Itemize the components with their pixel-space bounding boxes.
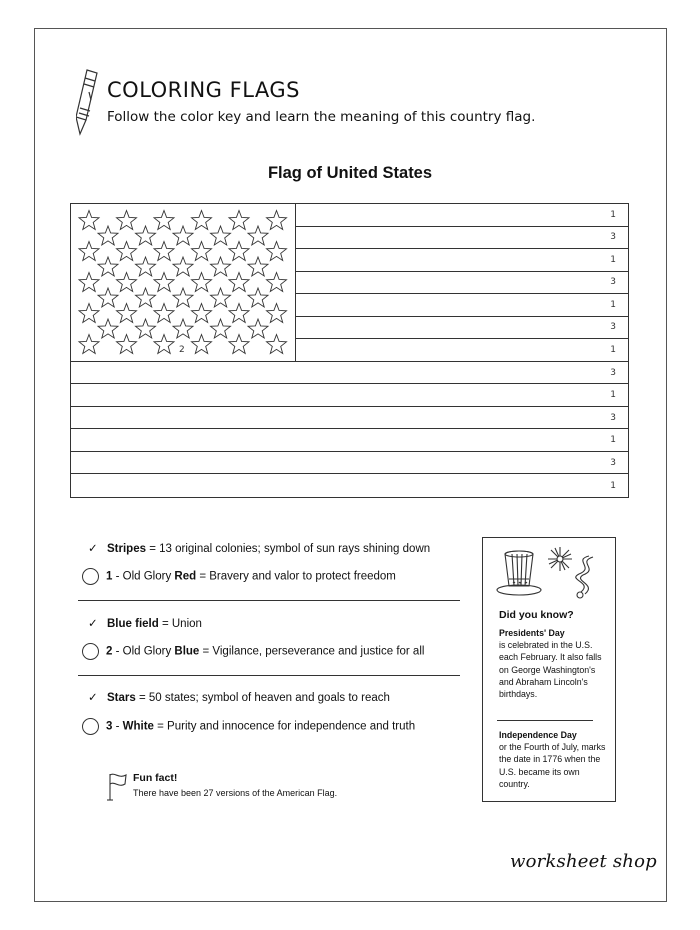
star-icon bbox=[117, 242, 137, 261]
key-stripes-label: Stripes bbox=[107, 543, 146, 555]
canton-color-number: 2 bbox=[179, 345, 185, 355]
flag-stripe bbox=[71, 407, 628, 430]
star-icon bbox=[154, 304, 174, 323]
star-icon bbox=[79, 273, 99, 292]
stripe-color-number: 1 bbox=[610, 435, 616, 446]
star-icon bbox=[98, 288, 118, 307]
uncle-sam-hat-icon bbox=[495, 548, 543, 600]
key-blue-field-label: Blue field bbox=[107, 618, 159, 630]
key-blue-field-text: = Union bbox=[158, 618, 202, 630]
star-icon bbox=[267, 211, 287, 230]
flag-stripe bbox=[71, 474, 628, 497]
flag-title: Flag of United States bbox=[267, 164, 433, 182]
star-icon bbox=[192, 211, 212, 230]
independence-day-title: Independence Day bbox=[499, 730, 577, 740]
stars-field bbox=[71, 204, 296, 362]
star-icon bbox=[154, 211, 174, 230]
star-icon bbox=[117, 273, 137, 292]
us-flag-outline bbox=[70, 203, 629, 498]
checkmark-icon: ✓ bbox=[88, 618, 98, 630]
star-icon bbox=[192, 304, 212, 323]
presidents-day-text: is celebrated in the U.S. each February. It also falls on George Washington's and Abraham Lincoln's birthdays. bbox=[499, 640, 602, 700]
flag-stripe bbox=[296, 227, 628, 250]
presidents-day-block bbox=[499, 627, 611, 700]
star-icon bbox=[136, 226, 156, 245]
stripe-color-number: 3 bbox=[610, 457, 616, 468]
key-color3-color: White bbox=[122, 720, 154, 733]
star-icon bbox=[192, 273, 212, 292]
stripe-color-number: 3 bbox=[610, 367, 616, 378]
star-icon bbox=[98, 226, 118, 245]
star-icon bbox=[154, 273, 174, 292]
star-icon bbox=[248, 226, 268, 245]
star-icon bbox=[229, 273, 249, 292]
checkmark-icon: ✓ bbox=[88, 692, 98, 704]
star-icon bbox=[267, 242, 287, 261]
star-icon bbox=[173, 226, 193, 245]
key-color2-pre: - Old Glory bbox=[112, 645, 175, 658]
star-icon bbox=[79, 242, 99, 261]
crayon-icon bbox=[76, 68, 100, 136]
key-color3-row bbox=[78, 718, 463, 735]
key-color1-color: Red bbox=[174, 570, 197, 583]
did-you-know-title: Did you know? bbox=[499, 609, 574, 621]
streamer-icon bbox=[569, 554, 599, 600]
page-subtitle: Follow the color key and learn the meaning of this country flag. bbox=[107, 109, 536, 125]
fun-fact-text: There have been 27 versions of the American Flag. bbox=[133, 788, 338, 798]
page-title: COLORING FLAGS bbox=[107, 78, 300, 102]
star-icon bbox=[229, 335, 249, 354]
flag-stripe bbox=[296, 339, 628, 362]
flag-stripe bbox=[71, 429, 628, 452]
stripe-color-number: 3 bbox=[610, 412, 616, 423]
star-icon bbox=[211, 288, 231, 307]
stripe-color-number: 1 bbox=[610, 390, 616, 401]
sidebox-divider bbox=[497, 720, 593, 721]
independence-day-block bbox=[499, 729, 611, 790]
stripe-color-number: 1 bbox=[610, 480, 616, 491]
star-icon bbox=[79, 304, 99, 323]
key-divider bbox=[78, 600, 460, 601]
flag-stripe bbox=[296, 317, 628, 340]
flag-stripe bbox=[71, 384, 628, 407]
stripe-color-number: 3 bbox=[610, 232, 616, 243]
key-color1-text: = Bravery and valor to protect freedom bbox=[196, 570, 396, 583]
star-icon bbox=[117, 211, 137, 230]
stripe-color-number: 1 bbox=[610, 209, 616, 220]
star-icon bbox=[248, 319, 268, 338]
star-icon bbox=[192, 335, 212, 354]
flag-stripe bbox=[296, 294, 628, 317]
key-color3-text: = Purity and innocence for independence and truth bbox=[153, 720, 416, 733]
presidents-day-title: Presidents' Day bbox=[499, 628, 565, 638]
star-icon bbox=[229, 242, 249, 261]
star-icon bbox=[79, 211, 99, 230]
stripe-color-number: 1 bbox=[610, 299, 616, 310]
key-stars-text: = 50 states; symbol of heaven and goals to reach bbox=[135, 692, 390, 704]
flag-stripe bbox=[296, 249, 628, 272]
key-blue-field-row bbox=[78, 616, 463, 630]
key-color2-num: 2 bbox=[106, 645, 113, 658]
key-color2-row bbox=[78, 643, 463, 660]
key-divider bbox=[78, 675, 460, 676]
star-icon bbox=[173, 288, 193, 307]
star-icon bbox=[267, 273, 287, 292]
stripe-color-number: 3 bbox=[610, 322, 616, 333]
color-circle-3[interactable] bbox=[82, 718, 99, 735]
flag-stripe bbox=[296, 204, 628, 227]
star-icon bbox=[211, 257, 231, 276]
key-stars-row bbox=[78, 690, 463, 704]
star-icon bbox=[154, 242, 174, 261]
star-icon bbox=[136, 288, 156, 307]
star-icon bbox=[267, 304, 287, 323]
color-circle-1[interactable] bbox=[82, 568, 99, 585]
star-icon bbox=[229, 211, 249, 230]
key-color1-num: 1 bbox=[106, 570, 113, 583]
star-icon bbox=[79, 335, 99, 354]
key-color3-pre: - bbox=[112, 720, 123, 733]
key-color1-pre: - Old Glory bbox=[112, 570, 175, 583]
flag-stripe bbox=[71, 452, 628, 475]
checkmark-icon: ✓ bbox=[88, 543, 98, 555]
star-icon bbox=[173, 319, 193, 338]
star-icon bbox=[117, 304, 137, 323]
star-icon bbox=[267, 335, 287, 354]
key-stars-label: Stars bbox=[107, 692, 136, 704]
star-icon bbox=[211, 226, 231, 245]
star-icon bbox=[192, 242, 212, 261]
key-color2-color: Blue bbox=[174, 645, 200, 658]
flag-canton bbox=[71, 204, 296, 362]
key-color1-row bbox=[78, 568, 463, 585]
brand-logo: worksheet shop bbox=[510, 851, 657, 872]
fun-fact-title: Fun fact! bbox=[133, 772, 178, 784]
stripe-color-number: 1 bbox=[610, 254, 616, 265]
star-icon bbox=[173, 257, 193, 276]
stripe-color-number: 3 bbox=[610, 277, 616, 288]
star-icon bbox=[136, 257, 156, 276]
star-icon bbox=[98, 319, 118, 338]
star-icon bbox=[229, 304, 249, 323]
key-color3-num: 3 bbox=[106, 720, 113, 733]
key-color2-text: = Vigilance, perseverance and justice for all bbox=[199, 645, 425, 658]
star-icon bbox=[117, 335, 137, 354]
star-icon bbox=[248, 257, 268, 276]
star-icon bbox=[154, 335, 174, 354]
star-icon bbox=[136, 319, 156, 338]
flag-icon bbox=[107, 772, 129, 802]
key-stripes-text: = 13 original colonies; symbol of sun rays shining down bbox=[146, 543, 431, 555]
flag-stripe bbox=[71, 362, 628, 385]
color-circle-2[interactable] bbox=[82, 643, 99, 660]
flag-stripe bbox=[296, 272, 628, 295]
did-you-know-box bbox=[482, 537, 616, 802]
key-stripes-row bbox=[78, 541, 463, 555]
star-icon bbox=[248, 288, 268, 307]
star-icon bbox=[98, 257, 118, 276]
star-icon bbox=[211, 319, 231, 338]
stripe-color-number: 1 bbox=[610, 344, 616, 355]
independence-day-text: or the Fourth of July, marks the date in 1776 when the U.S. became its own country. bbox=[499, 742, 606, 789]
